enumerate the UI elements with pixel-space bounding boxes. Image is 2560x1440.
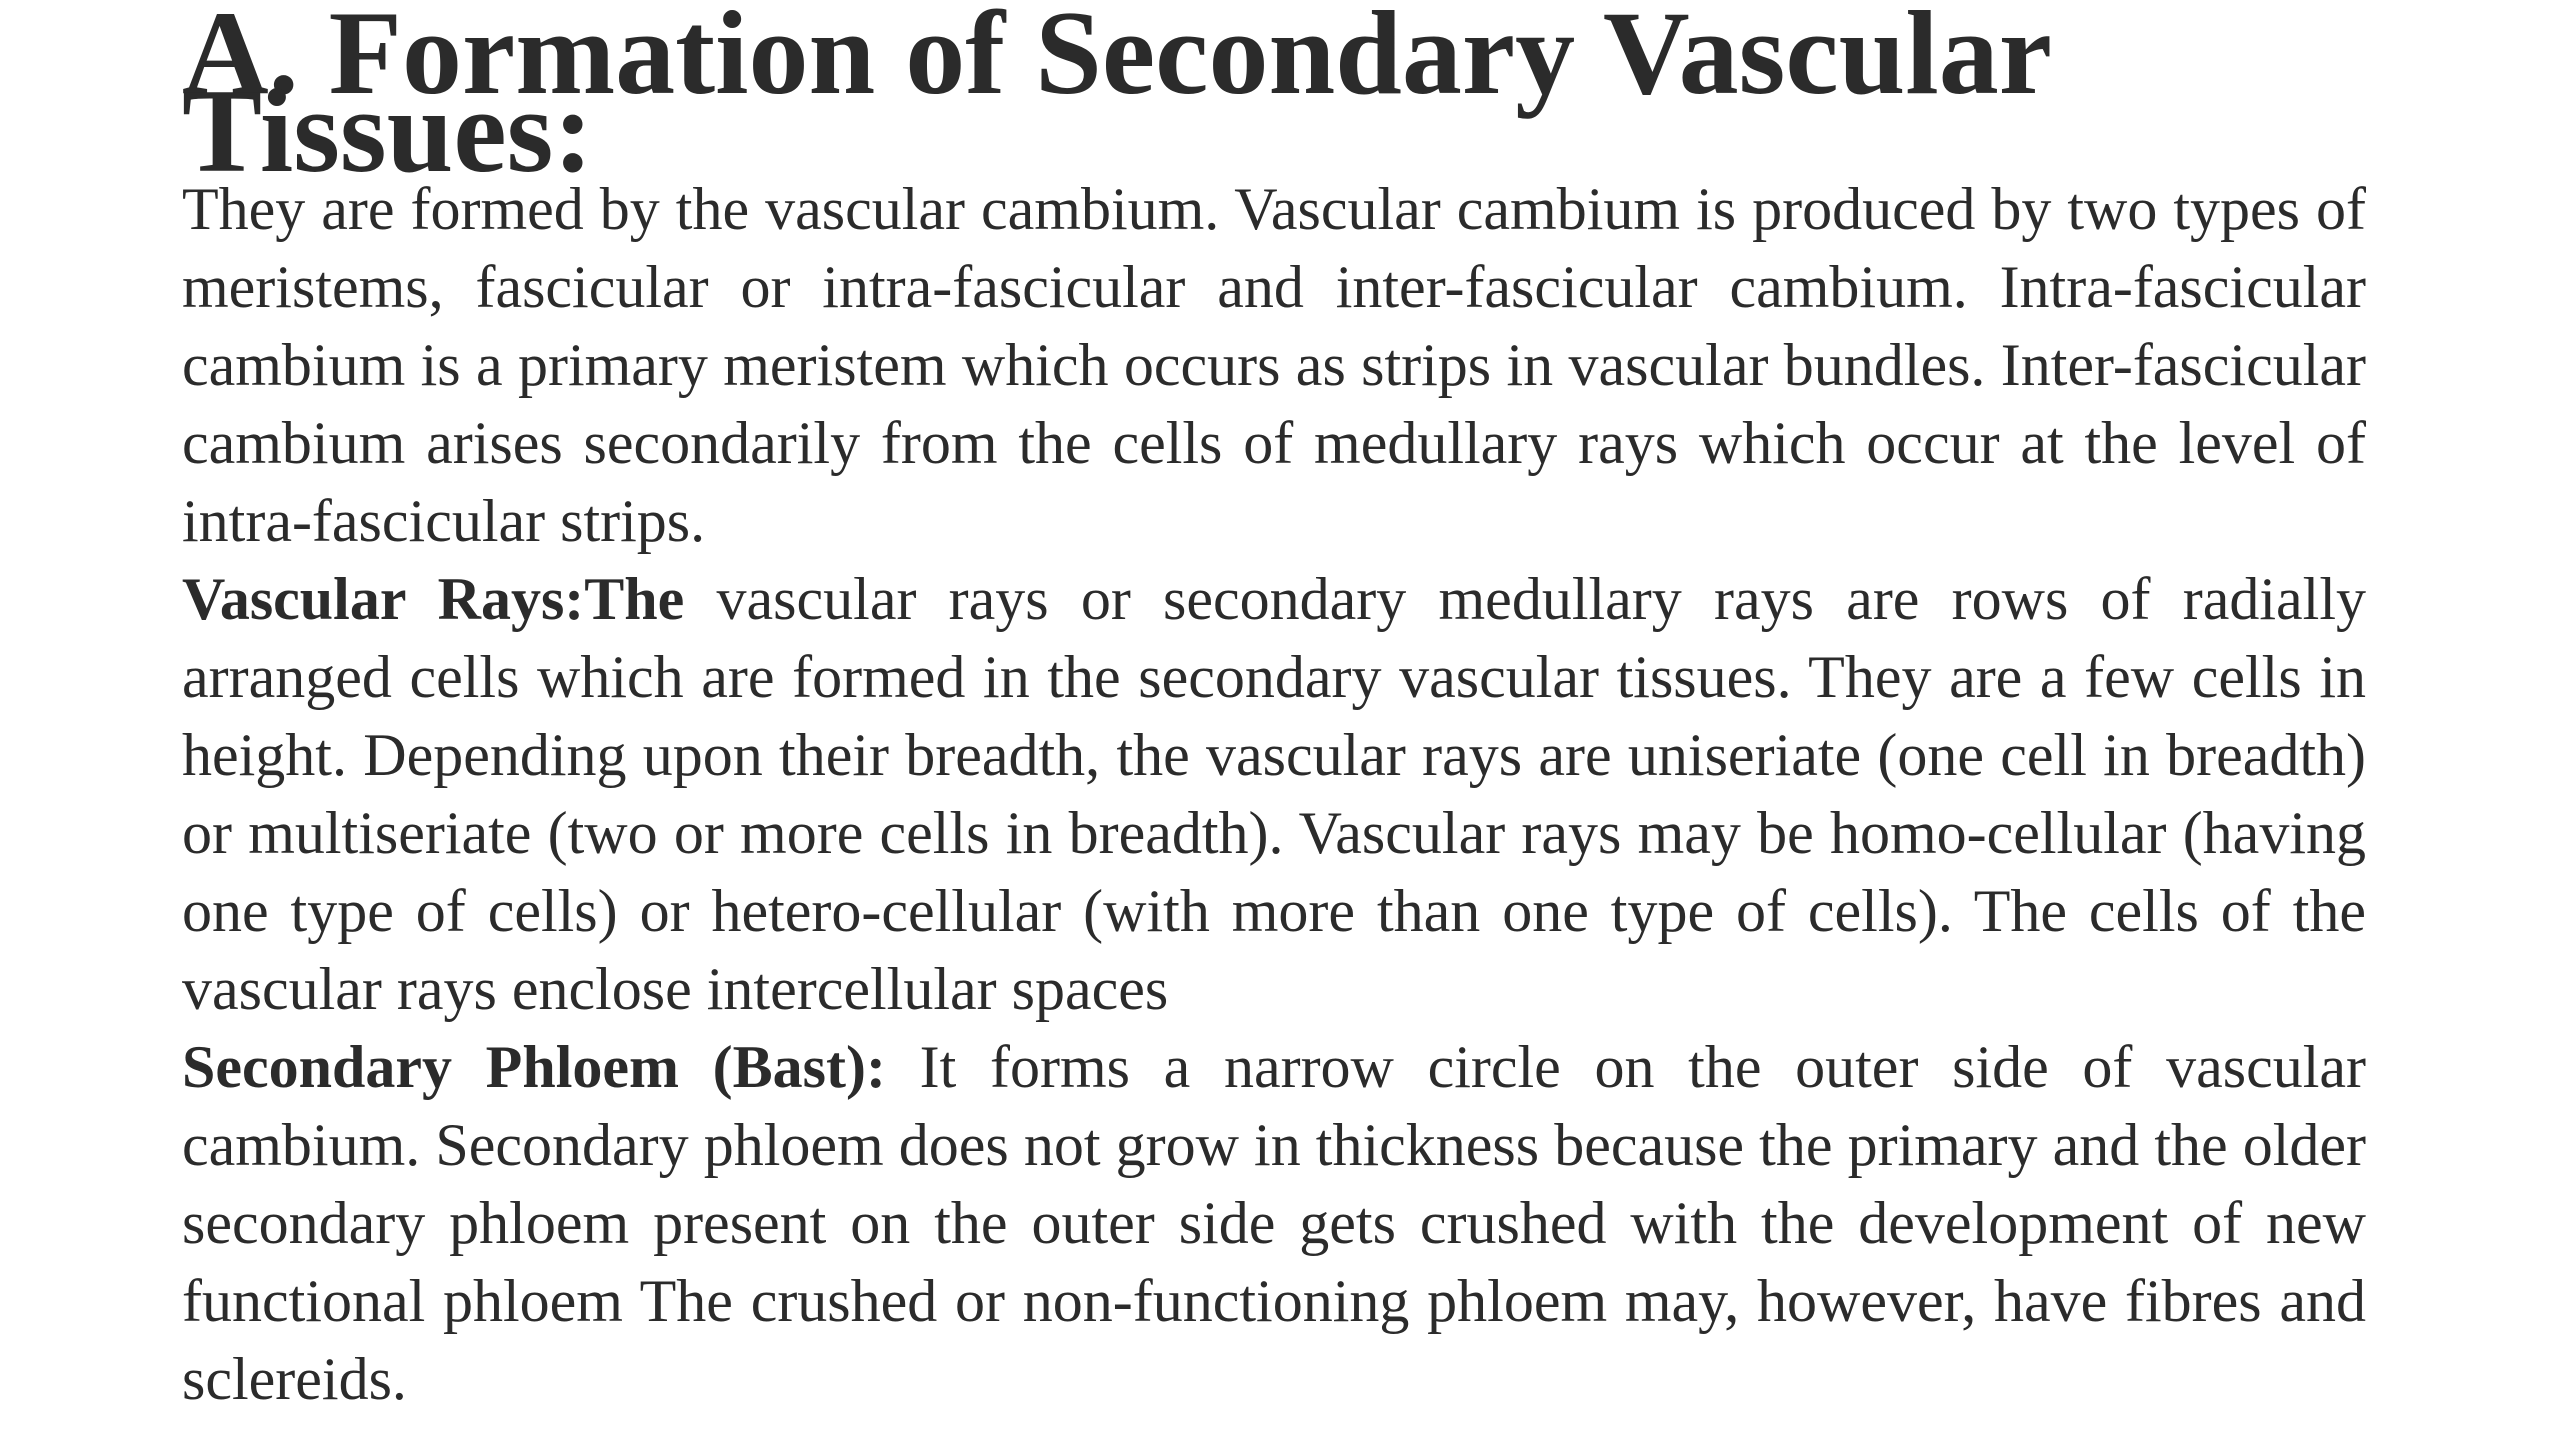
paragraph-lead-secondary-phloem: Secondary Phloem (Bast): xyxy=(182,1034,886,1100)
paragraph-text: They are formed by the vascular cambium. Vascular cambium is produced by two types of meristems, fascicular or intra-fascicular and inter-fascicular cambium. Intra-fascicular cambium is a primary meristem which occurs as strips in vascular bundles. Inter-fascicular cambium arises secondarily from the cells of medullary rays which occur at the level of intra-fascicular strips. xyxy=(182,176,2366,554)
paragraph-lead-vascular-rays: Vascular Rays:The xyxy=(182,566,685,632)
section-heading: A. Formation of Secondary Vascular Tissues: xyxy=(182,0,2050,197)
paragraph-vascular-rays xyxy=(182,560,2366,1028)
paragraph-text: vascular rays or secondary medullary rays are rows of radially arranged cells which are formed in the secondary vascular tissues. They are a few cells in height. Depending upon their breadth, the vascular rays are uniseriate (one cell in breadth) or multiseriate (two or more cells in breadth). Vascular rays may be homo-cellular (having one type of cells) or hetero-cellular (with more than one type of cells). The cells of the vascular rays enclose intercellular spaces xyxy=(182,566,2367,1022)
document-page xyxy=(182,0,2367,1418)
paragraph-vascular-cambium xyxy=(182,170,2366,560)
paragraph-text: It forms a narrow circle on the outer side of vascular cambium. Secondary phloem does not grow in thickness because the primary and the older secondary phloem present on the outer side gets crushed with the development of new functional phloem The crushed or non-functioning phloem may, however, have fibres and sclereids. xyxy=(182,1034,2366,1412)
paragraph-secondary-phloem xyxy=(182,1028,2366,1418)
